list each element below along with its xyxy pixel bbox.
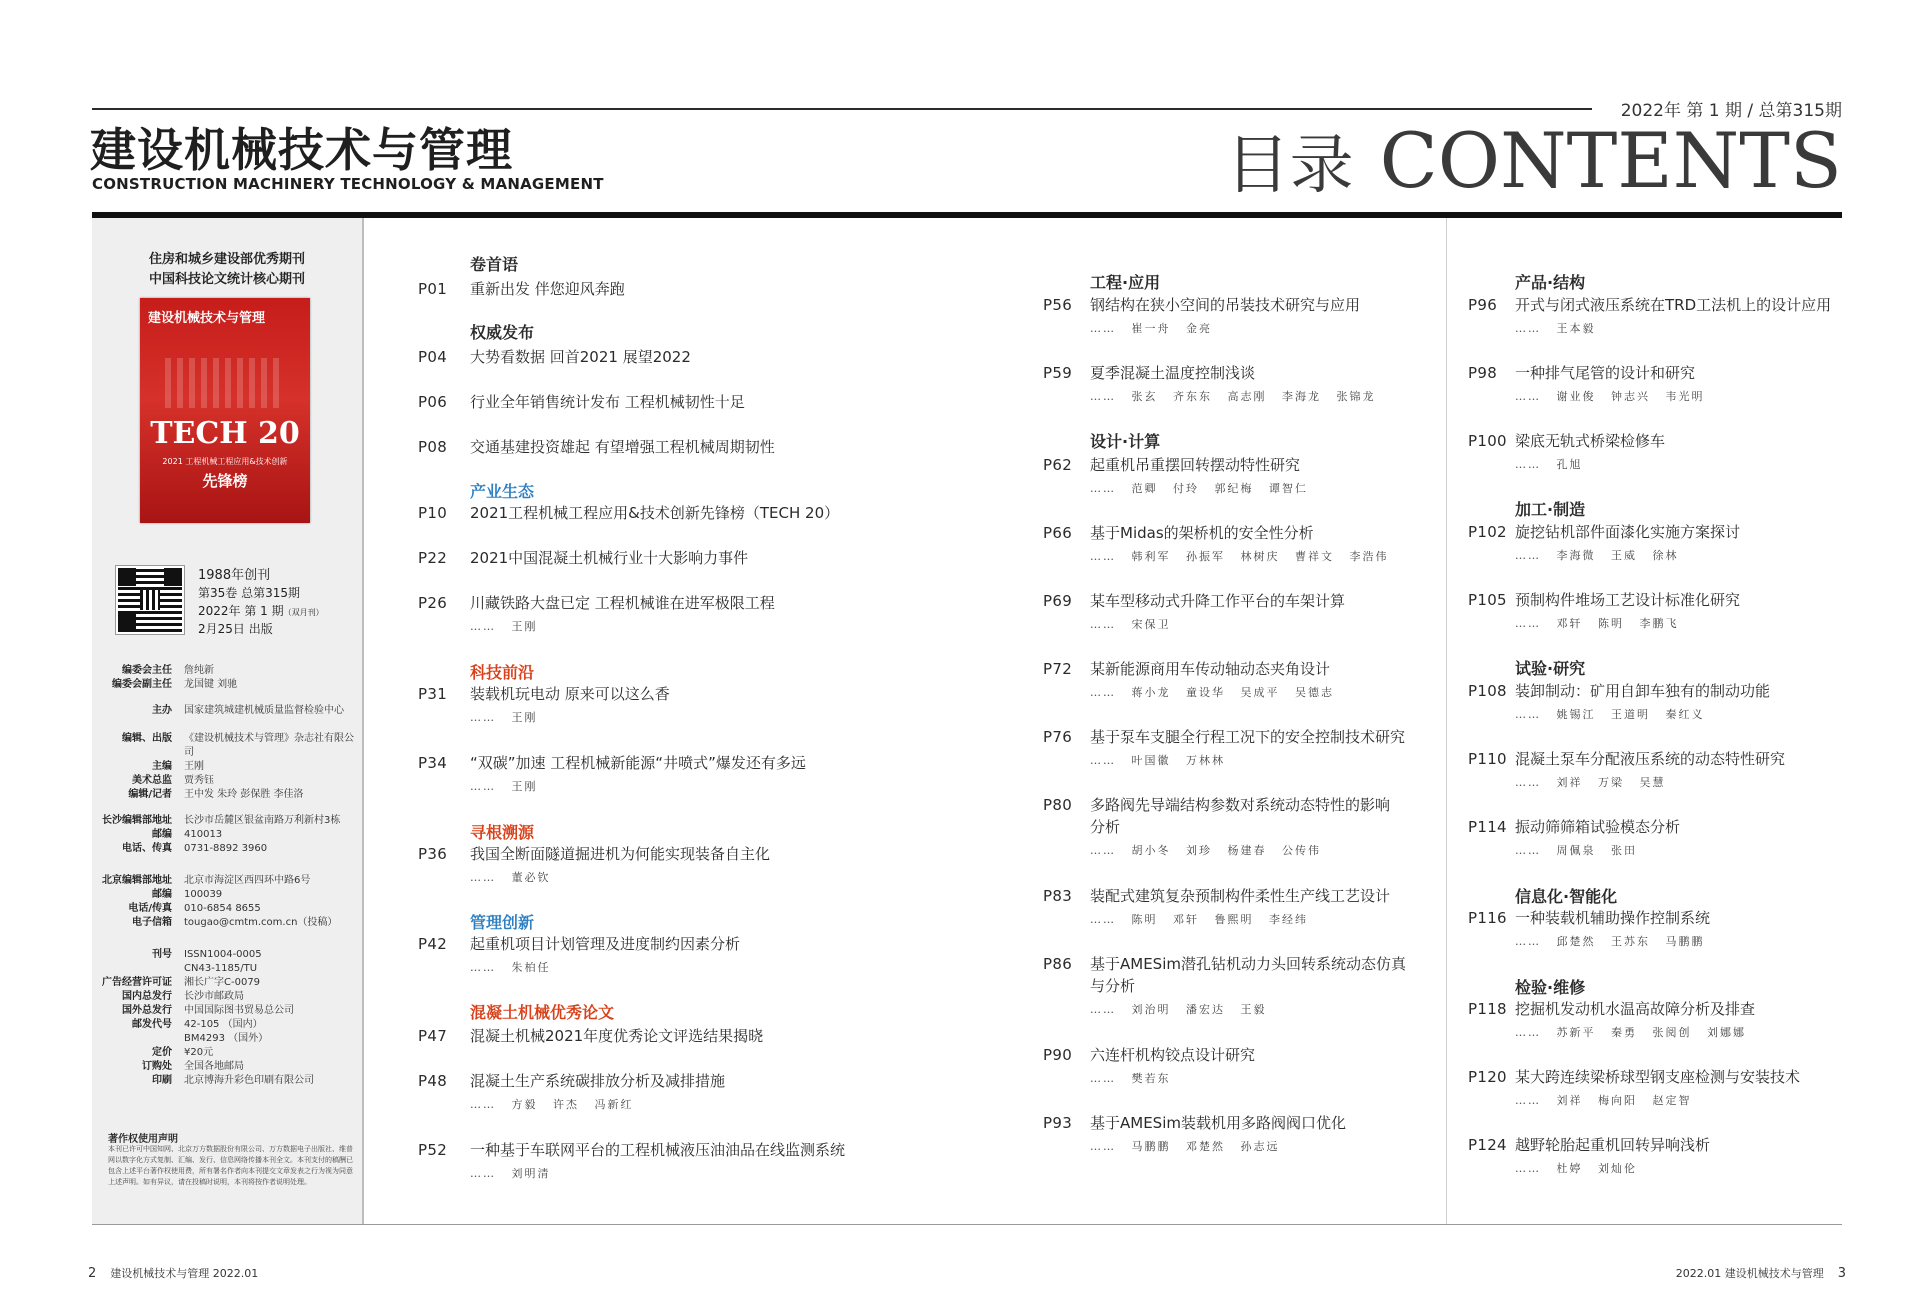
contents-heading xyxy=(1226,118,1842,209)
toc-page-number: P52 xyxy=(418,1141,448,1159)
footer-left-text: 建设机械技术与管理 2022.01 xyxy=(110,1267,259,1280)
info-value: 长沙市邮政局 xyxy=(184,991,244,1002)
toc-authors: …… 王刚 xyxy=(470,620,538,633)
info-value: 王中发 朱玲 彭保胜 李佳洛 xyxy=(184,789,304,800)
section-heading: 科技前沿 xyxy=(470,663,535,682)
cover-rank: 先锋榜 xyxy=(202,472,248,490)
toc-authors: …… 邓轩 陈明 李鹏飞 xyxy=(1515,617,1679,630)
qr-code xyxy=(116,566,184,634)
toc-article-title[interactable]: 六连杆机构铰点设计研究 xyxy=(1090,1046,1256,1064)
toc-article-title[interactable]: 基于AMESim装载机用多路阀阀口优化 xyxy=(1090,1114,1346,1132)
toc-page-number: P42 xyxy=(418,935,448,953)
header-rule xyxy=(92,108,1592,110)
cover-tech20: TECH 20 xyxy=(150,416,300,451)
toc-page-number: P72 xyxy=(1043,660,1073,678)
toc-authors: …… 崔一舟 金亮 xyxy=(1090,322,1212,335)
info-value: BM4293 （国外） xyxy=(184,1033,269,1044)
issue-frequency: （双月刊） xyxy=(283,608,324,617)
sidebar-divider xyxy=(362,218,364,1224)
toc-authors: …… 朱柏任 xyxy=(470,961,551,974)
page-number-left: 2 xyxy=(88,1266,97,1281)
toc-page-number: P118 xyxy=(1468,1000,1507,1018)
cover-subtitle: 2021 工程机械工程应用&技术创新 xyxy=(162,457,288,466)
toc-article-title[interactable]: 基于AMESim潜孔钻机动力头回转系统动态仿真 xyxy=(1090,955,1406,973)
info-label: 国外总发行 xyxy=(122,1005,172,1016)
section-heading: 寻根溯源 xyxy=(470,823,535,842)
toc-authors: …… 韩利军 孙振军 林树庆 曹祥文 李浩伟 xyxy=(1090,550,1389,563)
info-value: 中国国际图书贸易总公司 xyxy=(184,1005,294,1016)
info-label: 主编 xyxy=(152,761,172,772)
volume-info: 第35卷 总第315期 xyxy=(198,586,300,600)
info-label: 电话/传真 xyxy=(128,903,172,914)
section-heading: 试验·研究 xyxy=(1515,659,1586,678)
info-label: 电话、传真 xyxy=(122,843,172,854)
section-heading: 权威发布 xyxy=(470,323,535,342)
toc-page-number: P120 xyxy=(1468,1068,1507,1086)
toc-authors: …… 王刚 xyxy=(470,711,538,724)
toc-page-number: P93 xyxy=(1043,1114,1073,1132)
toc-authors: …… 王刚 xyxy=(470,780,538,793)
toc-authors: …… 孔旭 xyxy=(1515,458,1583,471)
info-label: 编辑/记者 xyxy=(128,789,172,800)
publish-date: 2月25日 出版 xyxy=(198,622,273,636)
info-value: CN43-1185/TU xyxy=(184,963,258,974)
masthead-sidebar xyxy=(92,218,362,1224)
info-value: 詹纯新 xyxy=(184,665,214,676)
toc-article-title[interactable]: 2021工程机械工程应用&技术创新先锋榜（TECH 20） xyxy=(470,504,840,522)
cover-skyline xyxy=(165,358,285,408)
info-label: 电子信箱 xyxy=(132,917,172,928)
info-label: 邮编 xyxy=(152,889,172,900)
info-value: 长沙市岳麓区银盆南路万利新村3栋 xyxy=(184,815,341,826)
toc-page-number: P108 xyxy=(1468,682,1507,700)
toc-article-title[interactable]: 旋挖钻机部件面漆化实施方案探讨 xyxy=(1515,523,1741,541)
toc-authors: …… 刘祥 梅向阳 赵定智 xyxy=(1515,1094,1692,1107)
issue-number: 2022年 第 1 期 xyxy=(198,604,284,618)
toc-page-number: P110 xyxy=(1468,750,1507,768)
info-label: 刊号 xyxy=(152,949,172,960)
section-heading: 产品·结构 xyxy=(1515,273,1586,292)
toc-page-number: P34 xyxy=(418,754,448,772)
info-value: ¥20元 xyxy=(184,1047,214,1058)
toc-article-title[interactable]: 挖掘机发动机水温高故障分析及排查 xyxy=(1515,1000,1756,1018)
toc-authors: …… 苏新平 秦勇 张阅创 刘娜娜 xyxy=(1515,1026,1746,1039)
info-label: 编委会主任 xyxy=(122,665,172,676)
copyright-text: 本刊已许可中国知网、北京万方数据股份有限公司、万方数据电子出版社、维普网以数字化方式复制、汇编、发行、信息网络传播本刊全文。本刊支付的稿酬已包含上述平台著作权使用费，所有署名作者向本刊提交文章发表之行为视为同意上述声明。如有异议，请在投稿时说明，本刊将按作者说明处理。 xyxy=(108,1145,353,1186)
toc-authors: …… 樊若东 xyxy=(1090,1072,1171,1085)
toc-page-number: P59 xyxy=(1043,364,1073,382)
toc-article-title[interactable]: 某新能源商用车传动轴动态夹角设计 xyxy=(1090,660,1331,678)
info-label: 邮编 xyxy=(152,829,172,840)
footer-left xyxy=(88,1265,258,1281)
section-heading: 设计·计算 xyxy=(1090,432,1161,451)
page-number-right: 3 xyxy=(1837,1266,1846,1281)
info-value: 北京博海升彩色印刷有限公司 xyxy=(184,1075,314,1086)
toc-authors: …… 谢业俊 钟志兴 韦光明 xyxy=(1515,390,1705,403)
toc-page-number: P114 xyxy=(1468,818,1507,836)
info-label: 印刷 xyxy=(152,1075,172,1086)
toc-article-title[interactable]: 混凝土生产系统碳排放分析及减排措施 xyxy=(470,1072,726,1090)
toc-article-title[interactable]: 基于Midas的架桥机的安全性分析 xyxy=(1090,524,1314,542)
toc-authors: …… 蒋小龙 童设华 吴成平 吴德志 xyxy=(1090,686,1334,699)
toc-article-title[interactable]: 我国全断面隧道掘进机为何能实现装备自主化 xyxy=(470,845,771,863)
toc-article-title[interactable]: 交通基建投资雄起 有望增强工程机械周期韧性 xyxy=(470,438,775,456)
toc-article-title[interactable]: 钢结构在狭小空间的吊装技术研究与应用 xyxy=(1090,296,1361,314)
toc-authors: …… 马鹏鹏 邓楚然 孙志远 xyxy=(1090,1140,1280,1153)
toc-page-number: P69 xyxy=(1043,592,1073,610)
info-label: 北京编辑部地址 xyxy=(102,875,172,886)
section-heading: 工程·应用 xyxy=(1090,273,1161,292)
toc-article-title[interactable]: 一种装载机辅助操作控制系统 xyxy=(1515,909,1711,927)
toc-page-number: P76 xyxy=(1043,728,1073,746)
toc-page-number: P26 xyxy=(418,594,448,612)
toc-article-title[interactable]: 装配式建筑复杂预制构件柔性生产线工艺设计 xyxy=(1090,887,1391,905)
footer-right xyxy=(1676,1265,1846,1281)
info-value: 王刚 xyxy=(184,761,204,772)
contents-heading-cn: 目录 xyxy=(1225,129,1354,203)
toc-page-number: P22 xyxy=(418,549,448,567)
toc-page-number: P48 xyxy=(418,1072,448,1090)
section-heading: 管理创新 xyxy=(470,913,535,932)
toc-article-title[interactable]: 重新出发 伴您迎风奔跑 xyxy=(470,280,625,298)
honor-line-2: 中国科技论文统计核心期刊 xyxy=(148,272,305,287)
info-label: 长沙编辑部地址 xyxy=(102,815,172,826)
toc-authors: …… 范卿 付玲 郭纪梅 谭智仁 xyxy=(1090,482,1308,495)
info-value: 100039 xyxy=(184,889,223,900)
toc-article-title[interactable]: “双碳”加速 工程机械新能源“井喷式”爆发还有多远 xyxy=(470,754,806,772)
toc-authors: …… 张玄 齐东东 高志刚 李海龙 张锦龙 xyxy=(1090,390,1376,403)
toc-authors: …… 王本毅 xyxy=(1515,322,1596,335)
toc-page-number: P86 xyxy=(1043,955,1073,973)
cover-title: 建设机械技术与管理 xyxy=(148,311,266,326)
toc-authors: …… 宋保卫 xyxy=(1090,618,1171,631)
info-value: 010-6854 8655 xyxy=(184,903,261,914)
toc-article-title[interactable]: 夏季混凝土温度控制浅谈 xyxy=(1090,364,1256,382)
toc-article-title[interactable]: 混凝土机械2021年度优秀论文评选结果揭晓 xyxy=(470,1027,764,1045)
column-divider xyxy=(1446,218,1447,1224)
toc-article-title[interactable]: 2021中国混凝土机械行业十大影响力事件 xyxy=(470,549,749,567)
section-heading: 卷首语 xyxy=(470,255,519,274)
info-label: 国内总发行 xyxy=(122,991,172,1002)
toc-article-title[interactable]: 梁底无轨式桥梁检修车 xyxy=(1515,432,1666,450)
toc-authors: …… 李海微 王威 徐林 xyxy=(1515,549,1679,562)
toc-authors: …… 董必钦 xyxy=(470,871,551,884)
copyright-title: 著作权使用声明 xyxy=(108,1134,178,1145)
info-label: 编辑、出版 xyxy=(122,733,172,744)
toc-authors: …… 邱楚然 王苏东 马鹏鹏 xyxy=(1515,935,1705,948)
toc-authors: …… 陈明 邓轩 鲁熙明 李经纬 xyxy=(1090,913,1308,926)
toc-authors: …… 胡小冬 刘珍 杨建春 公传伟 xyxy=(1090,844,1321,857)
toc-page-number: P06 xyxy=(418,393,448,411)
toc-article-title[interactable]: 一种基于车联网平台的工程机械液压油油品在线监测系统 xyxy=(470,1141,846,1159)
toc-article-title[interactable]: 振动筛筛箱试验模态分析 xyxy=(1515,818,1681,836)
toc-page-number: P56 xyxy=(1043,296,1073,314)
toc-authors: …… 叶国徽 万林林 xyxy=(1090,754,1225,767)
toc-article-title[interactable]: 装载机玩电动 原来可以这么香 xyxy=(470,685,670,703)
toc-page-number: P36 xyxy=(418,845,448,863)
toc-page-number: P08 xyxy=(418,438,448,456)
toc-article-title[interactable]: 大势看数据 回首2021 展望2022 xyxy=(470,348,691,366)
toc-page-number: P116 xyxy=(1468,909,1507,927)
info-label: 定价 xyxy=(152,1047,172,1058)
toc-article-title[interactable]: 一种排气尾管的设计和研究 xyxy=(1515,364,1696,382)
toc-article-title[interactable]: 多路阀先导端结构参数对系统动态特性的影响 xyxy=(1090,796,1391,814)
toc-page-number: P90 xyxy=(1043,1046,1073,1064)
section-heading: 产业生态 xyxy=(470,482,535,501)
toc-page-number: P80 xyxy=(1043,796,1073,814)
info-value: 42-105 （国内） xyxy=(184,1019,263,1030)
info-value: 湘长广字C-0079 xyxy=(184,977,261,988)
bottom-rule xyxy=(92,1224,1842,1225)
toc-article-title[interactable]: 越野轮胎起重机回转异响浅析 xyxy=(1515,1136,1711,1154)
toc-article-title[interactable]: 起重机项目计划管理及进度制约因素分析 xyxy=(470,935,741,953)
toc-article-title[interactable]: 装卸制动：矿用自卸车独有的制动功能 xyxy=(1515,682,1771,700)
toc-page-number: P47 xyxy=(418,1027,448,1045)
toc-page-number: P83 xyxy=(1043,887,1073,905)
info-value: 贾秀钰 xyxy=(184,775,214,786)
info-label: 邮发代号 xyxy=(132,1019,172,1030)
info-label: 订购处 xyxy=(142,1061,172,1072)
toc-page-number: P01 xyxy=(418,280,448,298)
toc-article-title[interactable]: 某大跨连续梁桥球型钢支座检测与安装技术 xyxy=(1515,1068,1801,1086)
toc-authors: …… 杜婷 刘灿伦 xyxy=(1515,1162,1637,1175)
toc-page-number: P100 xyxy=(1468,432,1507,450)
info-value: 北京市海淀区西四环中路6号 xyxy=(184,875,311,886)
info-label: 美术总监 xyxy=(132,775,172,786)
section-heading: 加工·制造 xyxy=(1515,500,1586,519)
toc-page-number: P105 xyxy=(1468,591,1507,609)
toc-article-title[interactable]: 开式与闭式液压系统在TRD工法机上的设计应用 xyxy=(1515,296,1832,314)
info-label: 编委会副主任 xyxy=(112,679,172,690)
info-value: 龙国键 刘驰 xyxy=(184,679,238,690)
honor-line-1: 住房和城乡建设部优秀期刊 xyxy=(148,252,305,267)
magazine-title-en: CONSTRUCTION MACHINERY TECHNOLOGY & MANAGEMENT xyxy=(92,175,604,193)
toc-article-title-cont[interactable]: 分析 xyxy=(1090,818,1121,836)
toc-page-number: P96 xyxy=(1468,296,1498,314)
toc-article-title[interactable]: 基于泵车支腿全行程工况下的安全控制技术研究 xyxy=(1090,728,1406,746)
toc-page-number: P98 xyxy=(1468,364,1498,382)
section-heading: 检验·维修 xyxy=(1515,978,1586,997)
toc-page-number: P124 xyxy=(1468,1136,1507,1154)
toc-article-title[interactable]: 川藏铁路大盘已定 工程机械谁在进军极限工程 xyxy=(470,594,775,612)
toc-article-title[interactable]: 混凝土泵车分配液压系统的动态特性研究 xyxy=(1515,750,1786,768)
toc-article-title[interactable]: 某车型移动式升降工作平台的车架计算 xyxy=(1090,592,1346,610)
toc-page-number: P66 xyxy=(1043,524,1073,542)
toc-page-number: P102 xyxy=(1468,523,1507,541)
toc-authors: …… 姚锡江 王道明 秦红义 xyxy=(1515,708,1705,721)
info-value: 0731-8892 3960 xyxy=(184,843,268,854)
info-label: 广告经营许可证 xyxy=(102,977,172,988)
toc-authors: …… 刘治明 潘宏达 王毅 xyxy=(1090,1003,1267,1016)
issue-info: 2022年 第 1 期 / 总第315期 xyxy=(1620,101,1842,121)
toc-page-number: P10 xyxy=(418,504,448,522)
info-label: 主办 xyxy=(152,705,172,716)
magazine-title: 建设机械技术与管理 xyxy=(90,123,513,177)
toc-page-number: P31 xyxy=(418,685,448,703)
toc-authors: …… 刘明清 xyxy=(470,1167,551,1180)
info-value: tougao@cmtm.com.cn（投稿） xyxy=(184,917,338,928)
toc-article-title[interactable]: 行业全年销售统计发布 工程机械韧性十足 xyxy=(470,393,745,411)
footer-right-text: 2022.01 建设机械技术与管理 xyxy=(1675,1267,1824,1280)
founded-year: 1988年创刊 xyxy=(198,568,271,583)
toc-authors: …… 刘祥 万梁 吴慧 xyxy=(1515,776,1666,789)
contents-heading-en: CONTENTS xyxy=(1379,116,1842,205)
toc-authors: …… 方毅 许杰 冯新红 xyxy=(470,1098,634,1111)
toc-page-number: P62 xyxy=(1043,456,1073,474)
info-value: 全国各地邮局 xyxy=(184,1061,244,1072)
section-heading: 混凝土机械优秀论文 xyxy=(470,1003,615,1022)
issue-line xyxy=(198,602,324,619)
toc-article-title[interactable]: 预制构件堆场工艺设计标准化研究 xyxy=(1515,591,1741,609)
info-value: ISSN1004-0005 xyxy=(184,949,262,960)
toc-article-title[interactable]: 起重机吊重摆回转摆动特性研究 xyxy=(1090,456,1301,474)
info-value: 《建设机械技术与管理》杂志社有限公司 xyxy=(184,733,354,758)
toc-page-number: P04 xyxy=(418,348,448,366)
info-value: 国家建筑城建机械质量监督检验中心 xyxy=(184,705,344,716)
section-heading: 信息化·智能化 xyxy=(1515,887,1618,906)
info-value: 410013 xyxy=(184,829,223,840)
cover-thumbnail xyxy=(140,298,310,523)
toc-article-title-cont[interactable]: 与分析 xyxy=(1090,977,1136,995)
toc-authors: …… 周佩泉 张田 xyxy=(1515,844,1637,857)
